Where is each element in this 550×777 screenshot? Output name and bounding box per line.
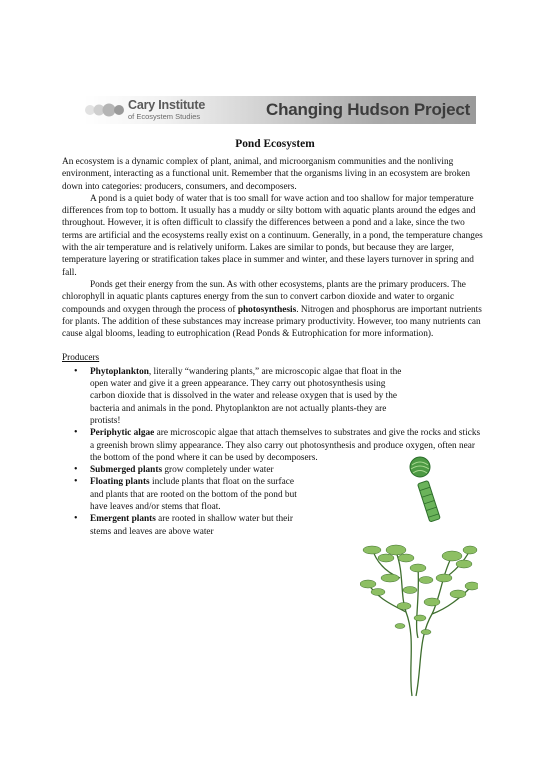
project-title: Changing Hudson Project <box>266 100 471 119</box>
phytoplankton-illustration-icon <box>408 455 442 527</box>
item-text: , literally “wandering plants,” are microscopic algae that float in the open water and give it a green appearance. They carry out photosynthesis using carbon dioxide that is dissolved in the water and release oxygen that is used by the bacteria and animals in the pond. Phytoplankton are not actually plants-they are protists! <box>90 366 402 426</box>
item-term: Floating plants <box>90 477 150 488</box>
item-text: are microscopic algae that attach themselves to substrates and give the rocks and sticks a greenish brown slimy appearance. They also carry out photosynthesis and produce oxygen, often near the bottom of the pond where it can be used by decomposers. <box>90 428 481 463</box>
aquatic-plant-illustration-icon <box>360 528 478 698</box>
item-term: Submerged plants <box>90 465 163 476</box>
list-item <box>62 366 412 427</box>
item-text: grow completely under water <box>162 465 274 476</box>
list-item <box>62 476 306 513</box>
header-banner <box>84 96 476 124</box>
logo-subtitle: of Ecosystem Studies <box>128 112 201 121</box>
pond-paragraph: A pond is a quiet body of water that is too small for wave action and too shallow for major temperature differences from top to bottom. It usually has a muddy or silty bottom with aquatic plants around the edges and throughout. However, it is often difficult to classify the differences between a pond and a lake, since the two terms are artificial and the ecosystems really exist on a continuum. Generally, in a pond, the temperature changes with the air temperature and is relatively uniform. Lakes are similar to ponds, but because they are larger, temperature layering or stratification takes place in summer and winter, and these layers turnover in spring and fall. <box>62 193 483 278</box>
logo-title: Cary Institute <box>128 98 206 112</box>
producers-heading: Producers <box>62 353 100 364</box>
energy-paragraph <box>62 279 484 340</box>
list-item <box>62 513 306 538</box>
cary-logo-dots-icon <box>84 99 124 121</box>
list-item <box>62 464 306 476</box>
energy-text-1: Ponds get their energy from the sun. As with other ecosystems, plants are the primary producers. The chlorophyll in aquatic plants captures energy from the sun to convert carbon dioxide and water to organic compounds and oxygen through the process of <box>62 279 466 315</box>
item-term: Emergent plants <box>90 514 156 525</box>
item-term: Phytoplankton <box>90 366 149 377</box>
intro-paragraph: An ecosystem is a dynamic complex of plant, animal, and microorganism communities and the nonliving environment, interacting as a functional unit. Remember that the organisms living in an ecosystem are broken down into categories: producers, consumers, and decomposers. <box>62 157 471 192</box>
item-text: include plants that float on the surface and plants that are rooted on the bottom of the pond but have leaves and/or stems that float. <box>90 477 297 513</box>
item-term: Periphytic algae <box>90 428 155 439</box>
photosynthesis-term: photosynthesis <box>237 304 297 315</box>
page-title: Pond Ecosystem <box>235 138 315 150</box>
item-text: are rooted in shallow water but their stems and leaves are above water <box>90 514 293 537</box>
energy-text-2: . Nitrogen and phosphorus are important nutrients for plants. The addition of these substances may increase primary productivity. However, too many nutrients can cause algal blooms, leading to eutrophication (Read Ponds & Eutrophication for more information). <box>62 304 482 340</box>
